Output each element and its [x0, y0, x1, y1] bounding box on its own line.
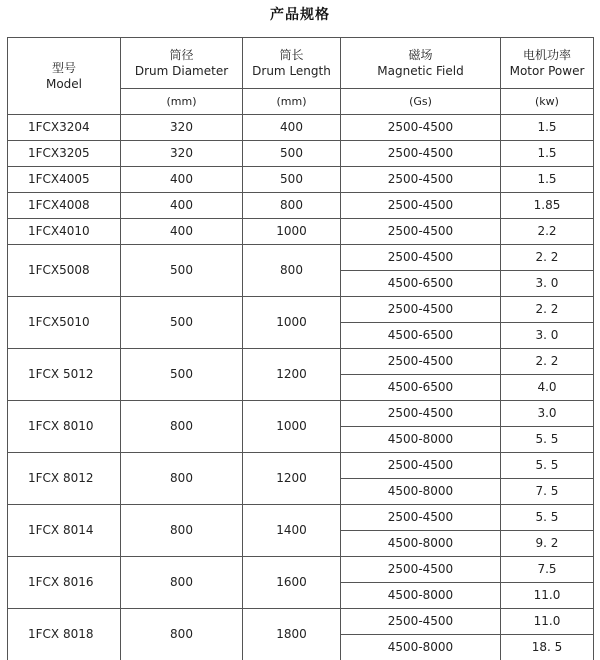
field-cell: 4500-6500	[341, 375, 501, 401]
diameter-cell: 800	[121, 609, 243, 660]
table-row	[8, 219, 594, 245]
unit-power: (kw)	[501, 89, 594, 115]
power-cell: 4.0	[501, 375, 594, 401]
field-cell: 4500-6500	[341, 323, 501, 349]
power-cell: 1.85	[501, 193, 594, 219]
power-cell: 5. 5	[501, 427, 594, 453]
power-cell: 3.0	[501, 401, 594, 427]
length-cell: 800	[243, 193, 341, 219]
length-cell: 500	[243, 167, 341, 193]
field-cell: 2500-4500	[341, 193, 501, 219]
table-row	[8, 245, 594, 271]
table-row	[8, 193, 594, 219]
power-cell: 2. 2	[501, 297, 594, 323]
header-length	[243, 38, 341, 89]
diameter-cell: 800	[121, 401, 243, 453]
field-cell: 2500-4500	[341, 557, 501, 583]
length-cell: 1600	[243, 557, 341, 609]
power-cell: 7.5	[501, 557, 594, 583]
diameter-cell: 500	[121, 297, 243, 349]
diameter-cell: 400	[121, 219, 243, 245]
table-row	[8, 505, 594, 531]
table-row	[8, 609, 594, 635]
power-cell: 11.0	[501, 609, 594, 635]
spec-table-body	[8, 115, 594, 660]
power-cell: 3. 0	[501, 323, 594, 349]
diameter-cell: 800	[121, 505, 243, 557]
power-cell: 9. 2	[501, 531, 594, 557]
page-title: 产品规格	[270, 7, 330, 23]
table-row	[8, 167, 594, 193]
table-row	[8, 141, 594, 167]
power-cell: 2. 2	[501, 349, 594, 375]
length-cell: 1200	[243, 349, 341, 401]
header-field-cn: 磁场	[408, 48, 433, 62]
model-cell: 1FCX 8018	[8, 609, 121, 660]
length-cell: 1800	[243, 609, 341, 660]
diameter-cell: 320	[121, 141, 243, 167]
header-power	[501, 38, 594, 89]
power-cell: 2. 2	[501, 245, 594, 271]
power-cell: 5. 5	[501, 453, 594, 479]
table-row	[8, 115, 594, 141]
diameter-cell: 500	[121, 349, 243, 401]
field-cell: 2500-4500	[341, 453, 501, 479]
field-cell: 4500-8000	[341, 583, 501, 609]
field-cell: 4500-8000	[341, 479, 501, 505]
header-diameter-cn: 筒径	[169, 48, 194, 62]
model-cell: 1FCX 8012	[8, 453, 121, 505]
field-cell: 2500-4500	[341, 141, 501, 167]
model-cell: 1FCX5008	[8, 245, 121, 297]
power-cell: 1.5	[501, 115, 594, 141]
field-cell: 2500-4500	[341, 219, 501, 245]
field-cell: 2500-4500	[341, 245, 501, 271]
header-diameter-en: Drum Diameter	[134, 64, 229, 78]
length-cell: 1200	[243, 453, 341, 505]
length-cell: 1000	[243, 401, 341, 453]
field-cell: 2500-4500	[341, 297, 501, 323]
field-cell: 2500-4500	[341, 505, 501, 531]
power-cell: 1.5	[501, 167, 594, 193]
field-cell: 4500-8000	[341, 531, 501, 557]
power-cell: 1.5	[501, 141, 594, 167]
model-cell: 1FCX 8014	[8, 505, 121, 557]
spec-table	[7, 37, 594, 660]
table-row	[8, 401, 594, 427]
model-cell: 1FCX4010	[8, 219, 121, 245]
length-cell: 1000	[243, 219, 341, 245]
diameter-cell: 500	[121, 245, 243, 297]
diameter-cell: 400	[121, 193, 243, 219]
header-power-en: Motor Power	[509, 64, 585, 78]
header-power-cn: 电机功率	[522, 48, 571, 62]
power-cell: 18. 5	[501, 635, 594, 660]
power-cell: 3. 0	[501, 271, 594, 297]
header-diameter	[121, 38, 243, 89]
diameter-cell: 320	[121, 115, 243, 141]
length-cell: 1400	[243, 505, 341, 557]
header-length-en: Drum Length	[252, 64, 331, 78]
length-cell: 800	[243, 245, 341, 297]
field-cell: 4500-8000	[341, 427, 501, 453]
header-field-en: Magnetic Field	[377, 64, 464, 78]
power-cell: 5. 5	[501, 505, 594, 531]
model-cell: 1FCX4008	[8, 193, 121, 219]
field-cell: 2500-4500	[341, 401, 501, 427]
header-model	[8, 38, 121, 115]
unit-field: (Gs)	[341, 89, 501, 115]
field-cell: 2500-4500	[341, 349, 501, 375]
diameter-cell: 800	[121, 557, 243, 609]
model-cell: 1FCX3204	[8, 115, 121, 141]
length-cell: 500	[243, 141, 341, 167]
field-cell: 2500-4500	[341, 115, 501, 141]
header-model-en: Model	[45, 77, 83, 91]
model-cell: 1FCX 8016	[8, 557, 121, 609]
model-cell: 1FCX5010	[8, 297, 121, 349]
model-cell: 1FCX 5012	[8, 349, 121, 401]
table-row	[8, 349, 594, 375]
field-cell: 2500-4500	[341, 167, 501, 193]
header-field	[341, 38, 501, 89]
model-cell: 1FCX 8010	[8, 401, 121, 453]
header-length-cn: 筒长	[279, 48, 304, 62]
field-cell: 4500-8000	[341, 635, 501, 660]
unit-length: (mm)	[243, 89, 341, 115]
length-cell: 400	[243, 115, 341, 141]
power-cell: 11.0	[501, 583, 594, 609]
field-cell: 4500-6500	[341, 271, 501, 297]
header-model-cn: 型号	[51, 61, 76, 75]
length-cell: 1000	[243, 297, 341, 349]
table-row	[8, 453, 594, 479]
unit-diameter: (mm)	[121, 89, 243, 115]
table-row	[8, 297, 594, 323]
model-cell: 1FCX3205	[8, 141, 121, 167]
table-row	[8, 557, 594, 583]
field-cell: 2500-4500	[341, 609, 501, 635]
model-cell: 1FCX4005	[8, 167, 121, 193]
power-cell: 7. 5	[501, 479, 594, 505]
diameter-cell: 800	[121, 453, 243, 505]
power-cell: 2.2	[501, 219, 594, 245]
diameter-cell: 400	[121, 167, 243, 193]
